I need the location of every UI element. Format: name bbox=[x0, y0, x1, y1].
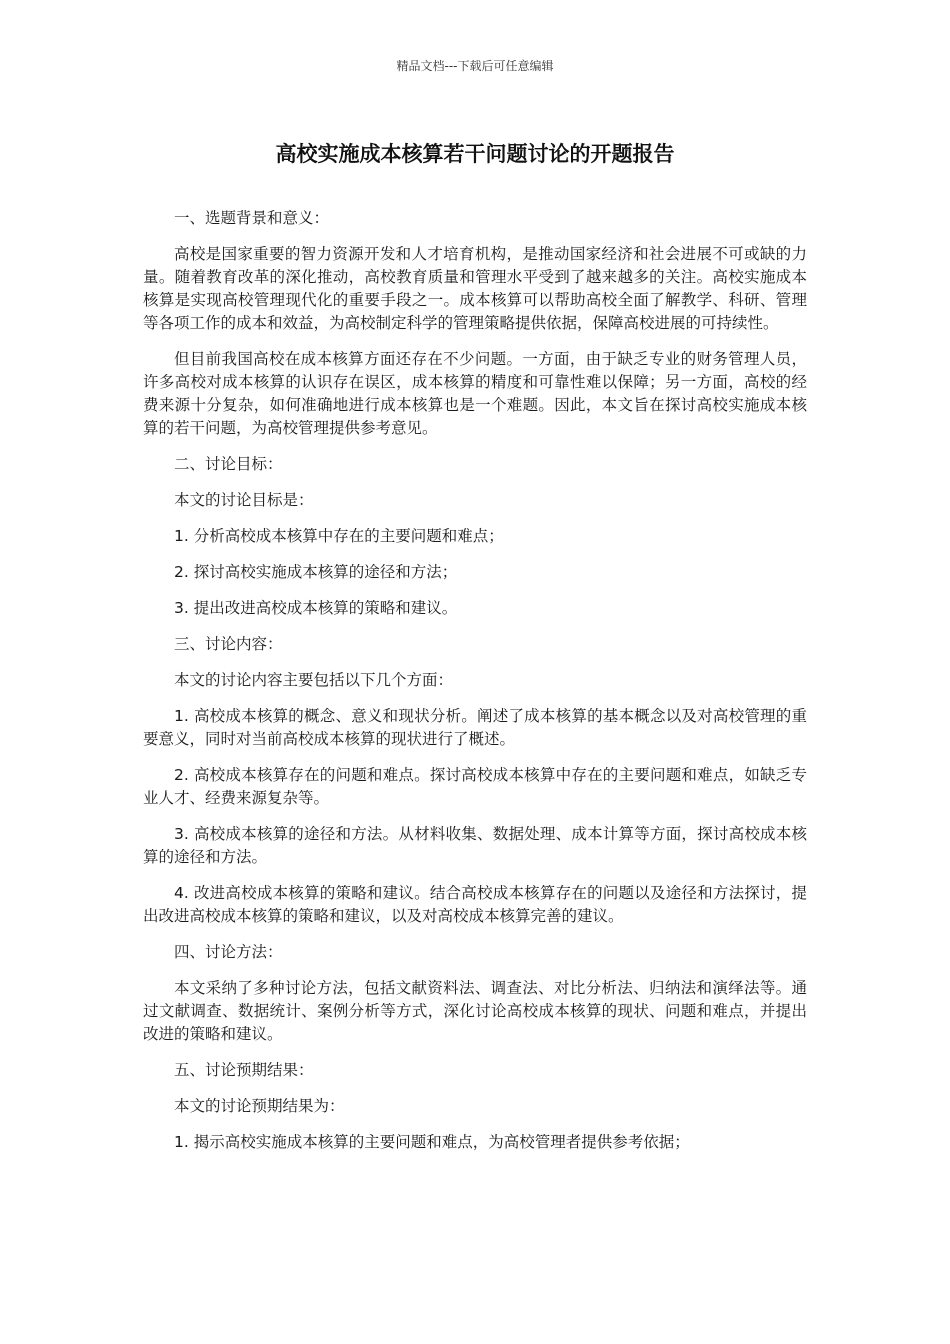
header-note: 精品文档---下载后可任意编辑 bbox=[396, 59, 554, 73]
paragraph-background-2: 但目前我国高校在成本核算方面还存在不少问题。一方面，由于缺乏专业的财务管理人员，许多高校对成本核算的认识存在误区，成本核算的精度和可靠性难以保障；另一方面，高校的经费来源十分复杂，如何准确地进行成本核算也是一个难题。因此，本文旨在探讨高校实施成本核算的若干问题，为高校管理提供参考意见。 bbox=[143, 350, 807, 437]
list-item-content-1: 1. 高校成本核算的概念、意义和现状分析。阐述了成本核算的基本概念以及对高校管理的重要意义，同时对当前高校成本核算的现状进行了概述。 bbox=[143, 707, 807, 748]
section-heading-goals: 二、讨论目标： bbox=[174, 455, 283, 473]
section-heading-background: 一、选题背景和意义： bbox=[174, 209, 330, 227]
list-item-content-4: 4. 改进高校成本核算的策略和建议。结合高校成本核算存在的问题以及途径和方法探讨，提出改进高校成本核算的策略和建议，以及对高校成本核算完善的建议。 bbox=[143, 884, 807, 925]
paragraph-methods: 本文采纳了多种讨论方法，包括文献资料法、调查法、对比分析法、归纳法和演绎法等。通过文献调查、数据统计、案例分析等方式，深化讨论高校成本核算的现状、问题和难点，并提出改进的策略和建议。 bbox=[143, 979, 807, 1043]
document-title: 高校实施成本核算若干问题讨论的开题报告 bbox=[275, 142, 675, 166]
list-item-result-1: 1. 揭示高校实施成本核算的主要问题和难点，为高校管理者提供参考依据； bbox=[174, 1133, 690, 1151]
section-heading-content: 三、讨论内容： bbox=[174, 635, 283, 653]
list-item-content-3: 3. 高校成本核算的途径和方法。从材料收集、数据处理、成本计算等方面，探讨高校成本核算的途径和方法。 bbox=[143, 825, 807, 866]
section-heading-methods: 四、讨论方法： bbox=[174, 943, 283, 961]
list-item-content-2: 2. 高校成本核算存在的问题和难点。探讨高校成本核算中存在的主要问题和难点，如缺乏专业人才、经费来源复杂等。 bbox=[143, 766, 807, 807]
paragraph-background-1: 高校是国家重要的智力资源开发和人才培育机构，是推动国家经济和社会进展不可或缺的力量。随着教育改革的深化推动，高校教育质量和管理水平受到了越来越多的关注。高校实施成本核算是实现高校管理现代化的重要手段之一。成本核算可以帮助高校全面了解教学、科研、管理等各项工作的成本和效益，为高校制定科学的管理策略提供依据，保障高校进展的可持续性。 bbox=[143, 245, 807, 332]
list-item-goal-2: 2. 探讨高校实施成本核算的途径和方法； bbox=[174, 563, 458, 581]
document-body bbox=[143, 207, 807, 1167]
list-item-goal-3: 3. 提出改进高校成本核算的策略和建议。 bbox=[174, 599, 458, 617]
paragraph-goals-intro: 本文的讨论目标是： bbox=[174, 491, 314, 509]
paragraph-content-intro: 本文的讨论内容主要包括以下几个方面： bbox=[174, 671, 454, 689]
list-item-goal-1: 1. 分析高校成本核算中存在的主要问题和难点； bbox=[174, 527, 504, 545]
section-heading-results: 五、讨论预期结果： bbox=[174, 1061, 314, 1079]
paragraph-results-intro: 本文的讨论预期结果为： bbox=[174, 1097, 345, 1115]
